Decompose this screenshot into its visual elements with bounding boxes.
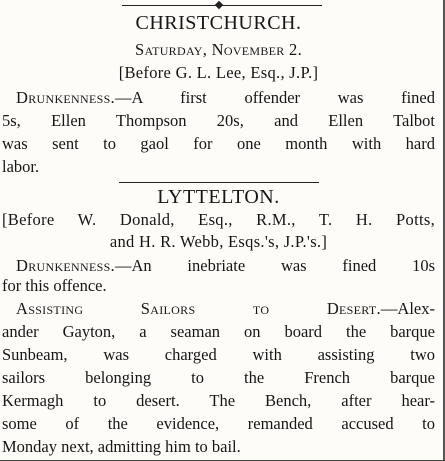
lyttelton-assist-line-1: Assisting Sailors to Desert.—Alex- [16, 299, 435, 318]
lyttelton-assist-line-6: some of the evidence, remanded accused to [2, 414, 435, 433]
lyttelton-assist-lead: Assisting Sailors to Desert. [16, 299, 381, 318]
lyttelton-before-line-1: [Before W. Donald, Esq., R.M., T. H. Potts, [2, 210, 435, 229]
lyttelton-assist-line-3: Sunbeam, was charged with assisting two [2, 345, 435, 364]
lyttelton-drunk-lead: Drunkenness. [16, 256, 115, 275]
christchurch-item-lead: Drunkenness. [16, 88, 115, 107]
christchurch-line-1: Drunkenness.—A first offender was fined [16, 88, 435, 107]
lyttelton-assist-line-4: sailors belonging to the French barque [2, 368, 435, 387]
christchurch-line-2: 5s, Ellen Thompson 20s, and Ellen Talbot [2, 111, 435, 130]
lyttelton-drunk-line-1: Drunkenness.—An inebriate was fined 10s [16, 256, 435, 275]
lyttelton-heading: LYTTELTON. [157, 186, 280, 208]
christchurch-heading: CHRISTCHURCH. [135, 12, 302, 34]
top-ornament-rule [122, 5, 322, 6]
christchurch-line-4: labor. [2, 157, 40, 176]
christchurch-line-3: was sent to gaol for one month with hard [2, 134, 435, 153]
christchurch-date: Saturday, November 2. [134, 40, 303, 59]
lyttelton-assist-line-2: ander Gayton, a seaman on board the barque [2, 322, 435, 341]
diamond-ornament-icon [215, 1, 223, 9]
lyttelton-drunk-line-2: for this offence. [2, 276, 107, 295]
lyttelton-assist-line-7: Monday next, admitting him to bail. [2, 437, 241, 456]
lyttelton-before-line-2: and H. R. Webb, Esqs.'s, J.P.'s.] [109, 232, 328, 251]
section-divider [119, 182, 319, 183]
christchurch-before: [Before G. L. Lee, Esq., J.P.] [118, 63, 319, 82]
lyttelton-assist-line-5: Kermagh to desert. The Bench, after hear- [2, 391, 435, 410]
